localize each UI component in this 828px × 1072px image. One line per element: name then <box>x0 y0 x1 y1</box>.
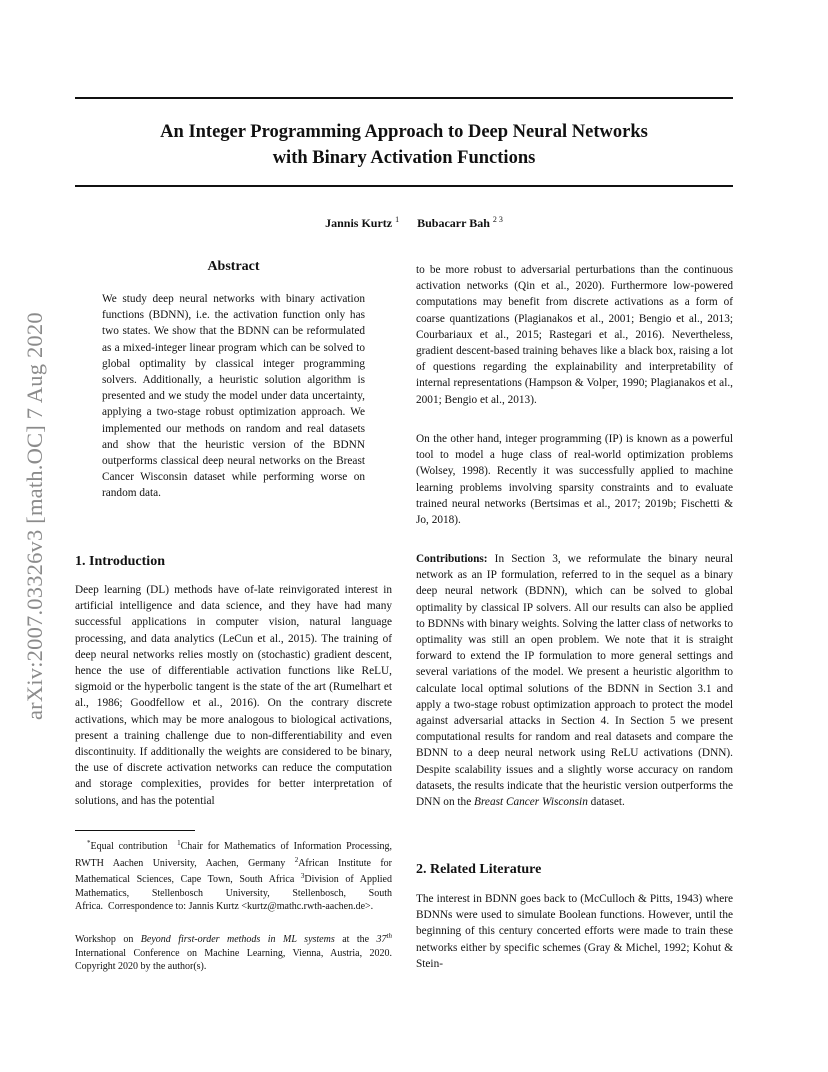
footnote-equal-contribution: Equal contribution <box>90 841 168 852</box>
author-name: Bubacarr Bah <box>417 216 490 230</box>
footnote-mark: 3 <box>300 872 305 880</box>
contributions-paragraph <box>416 551 733 810</box>
workshop-mid: at the <box>334 934 377 945</box>
footnote-affiliation-1: Chair for Mathematics of Information Processing, RWTH Aachen University, Aachen, Germany <box>75 841 392 869</box>
title-top-rule <box>75 97 733 99</box>
workshop-ordinal: 37 <box>376 934 387 945</box>
section-heading-related-literature: 2. Related Literature <box>416 862 542 877</box>
contributions-text: In Section 3, we reformulate the binary neural network as an IP formulation, referred to in the sequel as a binary deep neural network (BDNN), which can be solved to global optimality by classical IP solvers. All our results can also be applied to BDNNs with binary weights. Solving the latter class of networks to optimality was still an open problem. We note that it is straight forward to extend the IP formulation to more general settings and several variations of the model. We present a heuristic algorithm to calculate local optimal solutions of the BDNN in Section 3.1 and apply a two-stage robust optimization approach to protect the model against adversarial attacks in Section 4. In Section 5 we present computational results for random and real datasets and compare the BDNN to a deep neural network using ReLU activations (DNN). Despite scalability issues and a slightly worse accuracy on random datasets, the results indicate that the heuristic version outperforms the DNN on the <box>416 553 733 809</box>
title-line-1: An Integer Programming Approach to Deep Neural Networks <box>160 122 648 142</box>
right-column-paragraph-1: to be more robust to adversarial perturbations than the continuous activation networks (Qin et al., 2020). Furthermore low-powered computations may benefit from discrete activations as a form of coarse quantizations (Plagianakos et al., 2001; Bengio et al., 2013; Courbariaux et al., 2015; Rastegari et al., 2016). Nevertheless, gradient descent-based training behaves like a black box, raising a lot of questions regarding the explainability and interpretability of internal representations (Hampson & Volper, 1990; Plagianakos et al., 2001; Bengio et al., 2013). <box>416 264 733 406</box>
footnote-affiliations <box>75 837 392 914</box>
footnote-correspondence: Correspondence to: Jannis Kurtz <kurtz@mathc.rwth-aachen.de>. <box>108 901 374 912</box>
introduction-text: Deep learning (DL) methods have of-late reinvigorated interest in artificial intelligence and data science, and they have had many successful applications in computer vision, natural language processing, and data analytics (LeCun et al., 2015). The training of deep neural networks relies mostly on (stochastic) gradient descent, hence the use of differentiable activation functions like ReLU, sigmoid or the hyperbolic tangent is the state of the art (Rumelhart et al., 1986; Goodfellow et al., 2016). On the contrary discrete activations, which may be more analogous to biological activations, present a training challenge due to non-differentiability and even discontinuity. If additionally the weights are considered to be binary, the use of discrete activation networks can reduce the computation and storage complexities, provides for better interpretation of solutions, and has the potential <box>75 584 392 807</box>
abstract-heading: Abstract <box>207 259 260 274</box>
paper-title <box>75 119 733 171</box>
footnote-affiliation-2: African Institute for Mathematical Sciences, Cape Town, South Africa <box>75 857 392 885</box>
footnote-mark: 2 <box>294 855 299 864</box>
workshop-ordinal-suffix: th <box>386 932 392 940</box>
arxiv-identifier: arXiv:2007.03326v3 [math.OC] 7 Aug 2020 <box>22 312 47 720</box>
footnote-mark: 1 <box>177 839 181 847</box>
contributions-end: dataset. <box>587 796 625 809</box>
title-bottom-rule <box>75 185 733 187</box>
footnote-affiliation-3: Division of Applied Mathematics, Stellenbosch University, Stellenbosch, South Africa. <box>75 874 392 912</box>
author-affiliation: 1 <box>395 215 400 224</box>
workshop-suffix: International Conference on Machine Learning, Vienna, Austria, 2020. Copyright 2020 by the author(s). <box>75 947 392 972</box>
contributions-label: Contributions: <box>416 553 488 565</box>
related-literature-text: The interest in BDNN goes back to (McCulloch & Pitts, 1943) where BDNNs were used to simulate Boolean functions. However, until the beginning of this century concerted efforts were made to train these networks either by specific schemes (Gray & Michel, 1992; Kohut & Stein- <box>416 893 733 970</box>
author-name: Jannis Kurtz <box>325 216 393 230</box>
footnote-rule <box>75 830 195 831</box>
title-line-2: with Binary Activation Functions <box>272 148 536 168</box>
author-list <box>0 215 828 231</box>
footnote-mark: * <box>87 839 91 847</box>
workshop-title: Beyond first-order methods in ML systems <box>140 934 335 945</box>
dataset-name: Breast Cancer Wisconsin <box>474 796 588 809</box>
workshop-prefix: Workshop on <box>75 934 141 945</box>
author-affiliation: 2 3 <box>492 215 503 224</box>
abstract-text: We study deep neural networks with binary activation functions (BDNN), i.e. the activation function only has two states. We show that the BDNN can be reformulated as a mixed-integer linear program which can be solved to global optimality by classical integer programming solvers. Additionally, a heuristic solution algorithm is presented and we study the model under data uncertainty, applying a two-stage robust optimization approach. We implemented our methods on random and real datasets and show that the heuristic version of the BDNN outperforms classical deep neural networks on the Breast Cancer Wisconsin dataset while performing worse on random data. <box>102 293 365 500</box>
section-heading-introduction: 1. Introduction <box>75 554 165 569</box>
right-column-paragraph-2: On the other hand, integer programming (IP) is known as a powerful tool to model a huge class of real-world optimization problems (Wolsey, 1998). Recently it was successfully applied to machine learning problems involving sparsity constraints and to evaluate trained neural networks (Bertsimas et al., 2017; 2019b; Fischetti & Jo, 2018). <box>416 433 733 527</box>
footnote-workshop <box>75 930 392 974</box>
